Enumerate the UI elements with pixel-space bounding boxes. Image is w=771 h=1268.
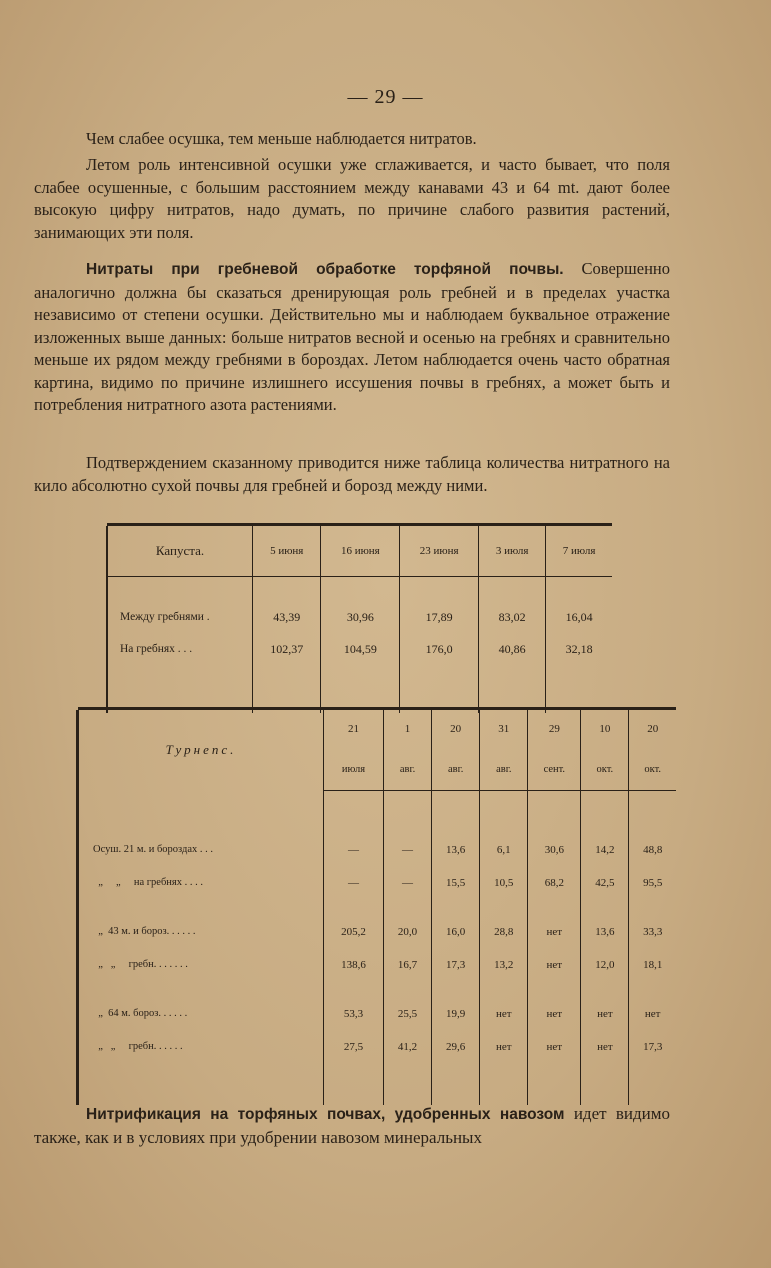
table2-header: 1 [384,710,432,748]
paragraph-2: Летом роль интенсивной осушки уже сглаживается, и часто бывает, что поля слабее осушенные, с большим расстоянием между канавами 43 и 64 mt. дают более высокую цифру нитратов, надо думать, по причине слабого развития растений, занимающих эти поля. [34,155,670,242]
table2-header: Турнепс. [78,710,324,791]
table2-cell: нет [581,997,629,1030]
table2-cell: 48,8 [629,833,676,866]
table-row [78,833,677,866]
table2-cell: нет [480,997,528,1030]
table2-cell: 30,6 [528,833,581,866]
table1-header: 7 июля [546,526,612,577]
table2-cell: 29,6 [432,1030,480,1063]
table2-subheader: окт. [581,748,629,791]
table2-cell: „ „ гребн. . . . . . [78,1030,324,1063]
paragraph-3-body: Совершенно аналогично должна бы сказаться дренирующая роль гребней и в пределах участка независимо от степени осушки. Действительно мы и наблюдаем буквальное отражение изложенных выше данных: больше нитратов весной и осенью на гребнях и сравнительно меньше их рядом между гребнями в бороздах. Летом наблюдается очень часто обратная картина, видимо по причине излишнего иссушения почвы в гребнях, а может быть и потребления нитратного азота растениями. [34,259,670,414]
paragraph-5 [34,1103,670,1149]
table2-cell: — [324,866,384,899]
paragraph-5-body: идет видимо также, как и в условиях при удобрении навозом минеральных [34,1104,671,1147]
table2-cell: 18,1 [629,948,676,981]
table1-header: 3 июля [479,526,546,577]
table1-header: 23 июня [400,526,479,577]
table1-cell: 40,86 [479,633,546,665]
table2-subheader: окт. [629,748,676,791]
table2-cell: нет [528,1030,581,1063]
table2-header: 21 [324,710,384,748]
table-cabbage [106,523,612,713]
table2-cell: Осуш. 21 м. и бороздах . . . [78,833,324,866]
table2-cell: 17,3 [629,1030,676,1063]
paragraph-3 [34,258,670,417]
table2-cell: 33,3 [629,915,676,948]
table2-cell: 13,6 [432,833,480,866]
table2-cell: 68,2 [528,866,581,899]
table2-cell: 13,6 [581,915,629,948]
table-row [78,948,677,981]
table2-cell: 41,2 [384,1030,432,1063]
table2-cell: 6,1 [480,833,528,866]
table2-cell: 13,2 [480,948,528,981]
table2-cell: 16,7 [384,948,432,981]
table2-cell: 42,5 [581,866,629,899]
table1-cell: 83,02 [479,601,546,633]
table2-cell: 205,2 [324,915,384,948]
table1-cell: На гребнях . . . [107,633,253,665]
table-turnip [76,707,676,1105]
table2-subheader: авг. [432,748,480,791]
table2-cell: 25,5 [384,997,432,1030]
page-number: — 29 — [347,86,424,108]
table1-cell: 30,96 [321,601,400,633]
table1-cell: 17,89 [400,601,479,633]
table1-cell: 43,39 [253,601,321,633]
table2-cell: 19,9 [432,997,480,1030]
table-row [107,633,612,665]
table1-header: 5 июня [253,526,321,577]
table2-subheader: сент. [528,748,581,791]
table1-cell: 104,59 [321,633,400,665]
table2-cell: „ 64 м. бороз. . . . . . [78,997,324,1030]
table-row [78,997,677,1030]
table2-cell: „ 43 м. и бороз. . . . . . [78,915,324,948]
table2-header: 29 [528,710,581,748]
table2-header: 31 [480,710,528,748]
table2-cell: — [324,833,384,866]
table1-cell: 16,04 [546,601,612,633]
table2-cell: 16,0 [432,915,480,948]
table-row [78,866,677,899]
table2-cell: 53,3 [324,997,384,1030]
table2-cell: 12,0 [581,948,629,981]
table-row [78,915,677,948]
table-row [107,601,612,633]
table2-cell: 28,8 [480,915,528,948]
table2-cell: 17,3 [432,948,480,981]
table1-cell: 102,37 [253,633,321,665]
table1-header: 16 июня [321,526,400,577]
paragraph-5-heading: Нитрификация на торфяных почвах, удобренных навозом [86,1106,565,1123]
table2-header: 20 [432,710,480,748]
table2-cell: 27,5 [324,1030,384,1063]
table2-cell: 15,5 [432,866,480,899]
table2-cell: нет [581,1030,629,1063]
paragraph-3-heading: Нитраты при гребневой обработке торфяной почвы. [86,261,564,278]
table2-cell: 138,6 [324,948,384,981]
table2-subheader: авг. [480,748,528,791]
table1-header: Капуста. [107,526,253,577]
table2-cell: нет [480,1030,528,1063]
table-row [78,1030,677,1063]
table2-cell: 95,5 [629,866,676,899]
table2-cell: 20,0 [384,915,432,948]
paragraph-1: Чем слабее осушка, тем меньше наблюдается нитратов. [86,129,477,148]
table2-cell: „ „ на гребнях . . . . [78,866,324,899]
table1-cell: Между гребнями . [107,601,253,633]
table2-cell: нет [528,915,581,948]
table2-cell: нет [629,997,676,1030]
table1-cell: 176,0 [400,633,479,665]
table2-cell: 10,5 [480,866,528,899]
table2-header: 10 [581,710,629,748]
table2-subheader: июля [324,748,384,791]
paragraph-4: Подтверждением сказанному приводится ниже таблица количества нитратного на кило абсолютно сухой почвы для гребней и борозд между ними. [34,453,670,495]
table2-cell: нет [528,997,581,1030]
table2-cell: — [384,833,432,866]
table2-cell: — [384,866,432,899]
table2-cell: „ „ гребн. . . . . . . [78,948,324,981]
table2-cell: 14,2 [581,833,629,866]
table2-subheader: авг. [384,748,432,791]
table2-cell: нет [528,948,581,981]
table2-header: 20 [629,710,676,748]
table1-cell: 32,18 [546,633,612,665]
